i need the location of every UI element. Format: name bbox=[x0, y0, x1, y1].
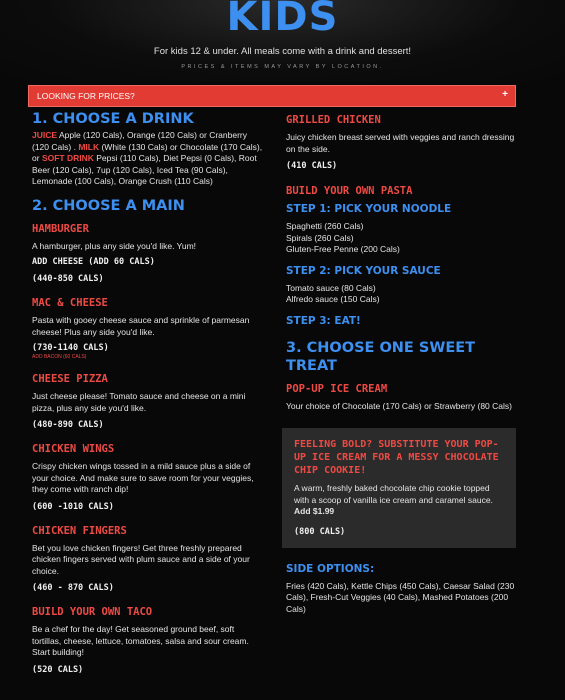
section-heading-treat: 3. CHOOSE ONE SWEET TREAT bbox=[286, 339, 476, 374]
soft-drink-text: Pepsi (110 Cals), Diet Pepsi (0 Cals), Root Beer (120 Cals), 7up (120 Cals), Iced Tea (90 Cals), Lemonade (100 Cals), Orange Crush (110 Cals) bbox=[32, 153, 257, 186]
noodle-option: Gluten-Free Penne (200 Cals) bbox=[286, 244, 400, 254]
item-calories: (480-890 CALS) bbox=[32, 420, 104, 430]
soft-drink-label: SOFT DRINK bbox=[41, 153, 94, 163]
ice-cream-name: POP-UP ICE CREAM bbox=[286, 382, 388, 395]
section-heading-drink: 1. CHOOSE A DRINK bbox=[32, 111, 194, 127]
menu-item bbox=[32, 372, 264, 431]
sauce-option: Alfredo sauce (150 Cals) bbox=[286, 294, 380, 304]
pasta-step-3: STEP 3: EAT! bbox=[286, 314, 361, 327]
noodle-option: Spaghetti (260 Cals) bbox=[286, 221, 364, 231]
side-options-list: Fries (420 Cals), Kettle Chips (450 Cals), Caesar Salad (230 Cals), Fresh-Cut Veggies (40 Cals), Mashed Potatoes (200 Cals) bbox=[286, 580, 515, 614]
item-description: Crispy chicken wings tossed in a mild sauce plus a side of your choice. And make sure to save room for your veggies, they come with ranch dip! bbox=[32, 461, 254, 494]
promo-heading: FEELING BOLD? SUBSTITUTE YOUR POP-UP ICE CREAM FOR A MESSY CHOCOLATE CHIP COOKIE! bbox=[294, 439, 499, 476]
item-calories: (600 -1010 CALS) bbox=[32, 501, 114, 512]
item-name: BUILD YOUR OWN TACO bbox=[32, 606, 153, 618]
item-calories: (460 - 870 CALS) bbox=[32, 583, 114, 593]
left-column bbox=[32, 110, 264, 676]
juice-label: JUICE bbox=[32, 130, 58, 140]
item-note: ADD BACON (60 CALS) bbox=[32, 354, 87, 360]
page-title: KIDS bbox=[226, 0, 339, 40]
pasta-step-1: STEP 1: PICK YOUR NOODLE bbox=[286, 203, 452, 215]
item-description: Be a chef for the day! Get seasoned ground beef, soft tortillas, cheese, lettuce, tomatoes, salsa and sour cream. Start building! bbox=[32, 624, 249, 657]
menu-item bbox=[32, 222, 264, 286]
sauce-list bbox=[286, 283, 518, 306]
page-subtitle: For kids 12 & under. All meals come with a drink and dessert! bbox=[153, 46, 412, 57]
ice-cream-description: Your choice of Chocolate (170 Cals) or Strawberry (80 Cals) bbox=[286, 400, 512, 411]
grilled-chicken-description: Juicy chicken breast served with veggies and ranch dressing on the side. bbox=[286, 132, 515, 154]
side-options-heading: SIDE OPTIONS: bbox=[286, 562, 375, 575]
menu-item bbox=[32, 296, 264, 361]
noodle-option: Spirals (260 Cals) bbox=[286, 232, 354, 243]
looking-for-prices-toggle[interactable] bbox=[28, 85, 516, 107]
right-column bbox=[286, 113, 518, 615]
pasta-step-2: STEP 2: PICK YOUR SAUCE bbox=[286, 264, 441, 277]
prices-toggle-label: LOOKING FOR PRICES? bbox=[37, 91, 135, 101]
item-description: A hamburger, plus any side you'd like. Yum! bbox=[32, 240, 197, 251]
milk-label: MILK bbox=[78, 141, 100, 152]
grilled-chicken-name: GRILLED CHICKEN bbox=[286, 114, 381, 126]
juice-text: Apple (120 Cals), Orange (120 Cals) or Cranberry (120 Cals) . bbox=[32, 130, 247, 152]
item-name: MAC & CHEESE bbox=[32, 297, 108, 309]
menu-item bbox=[32, 442, 264, 513]
drink-options bbox=[32, 130, 264, 188]
promo-calories: (800 CALS) bbox=[294, 526, 346, 537]
grilled-chicken-calories: (410 CALS) bbox=[286, 161, 338, 171]
item-calories: (520 CALS) bbox=[32, 664, 84, 675]
item-calories: (730-1140 CALS) bbox=[32, 343, 109, 353]
promo-text: A warm, freshly baked chocolate chip cookie topped with a scoop of vanilla ice cream and caramel sauce. bbox=[294, 483, 493, 505]
expand-plus-icon[interactable]: + bbox=[502, 89, 508, 100]
section-heading-main: 2. CHOOSE A MAIN bbox=[32, 197, 185, 214]
location-disclaimer: PRICES & ITEMS MAY VARY BY LOCATION. bbox=[181, 64, 384, 70]
menu-item bbox=[32, 524, 264, 595]
item-name: CHICKEN WINGS bbox=[32, 443, 115, 455]
promo-description bbox=[294, 483, 504, 518]
menu-item bbox=[32, 605, 264, 676]
pasta-name: BUILD YOUR OWN PASTA bbox=[286, 185, 413, 197]
item-description: Just cheese please! Tomato sauce and cheese on a mini pizza, plus any side you'd like. bbox=[32, 391, 246, 413]
item-calories: (440-850 CALS) bbox=[32, 274, 104, 284]
item-name: HAMBURGER bbox=[32, 222, 89, 235]
feeling-bold-promo bbox=[282, 428, 516, 548]
noodle-list bbox=[286, 221, 518, 256]
item-name: CHEESE PIZZA bbox=[32, 373, 108, 385]
sauce-option: Tomato sauce (80 Cals) bbox=[286, 282, 376, 293]
promo-price: Add $1.99 bbox=[294, 506, 335, 516]
item-name: CHICKEN FINGERS bbox=[32, 524, 127, 537]
item-description: Bet you love chicken fingers! Get three freshly prepared chicken fingers served with plum sauce and a side of your choice. bbox=[32, 542, 250, 576]
item-extra: ADD CHEESE (ADD 60 CALS) bbox=[32, 257, 155, 267]
item-description: Pasta with gooey cheese sauce and sprinkle of parmesan cheese! Plus any side you'd like. bbox=[32, 315, 250, 337]
milk-text: (White (130 Cals) or Chocolate (170 Cals), or bbox=[32, 141, 263, 163]
